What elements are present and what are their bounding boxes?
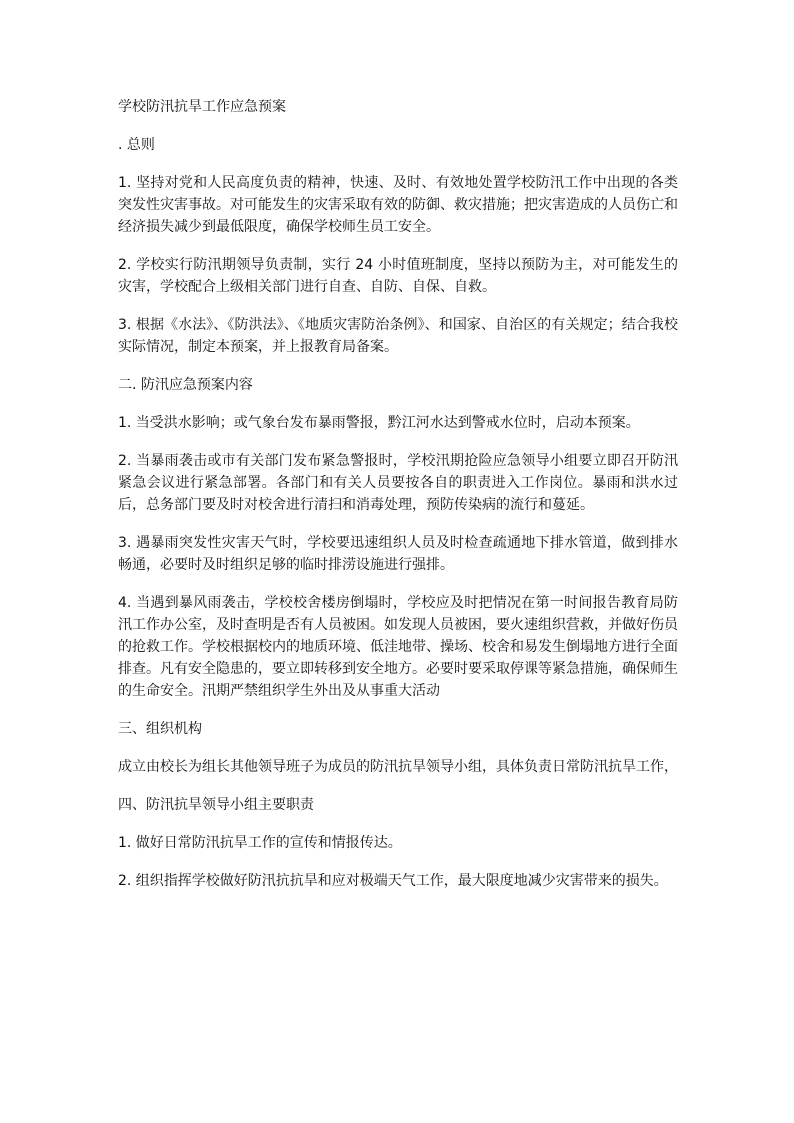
paragraph: 3. 遇暴雨突发性灾害天气时，学校要迅速组织人员及时检查疏通地下排水管道，做到排水畅通，必要时及时组织足够的临时排涝设施进行强排。	[118, 535, 678, 573]
paragraph: 4. 当遇到暴风雨袭击，学校校舍楼房倒塌时，学校应及时把情况在第一时间报告教育局防汛工作办公室，及时查明是否有人员被困。如发现人员被困，要火速组织营救，并做好伤员的抢救工作。学校根据校内的地质环境、低洼地带、操场、校舍和易发生倒塌地方进行全面排查。凡有安全隐患的，要立即转移到安全地方。必要时要采取停课等紧急措施，确保师生的生命安全。汛期严禁组织学生外出及从事重大活动	[118, 595, 678, 699]
paragraph: 3. 根据《水法》、《防洪法》、《地质灾害防治条例》、和国家、自治区的有关规定；结合我校实际情况，制定本预案，并上报教育局备案。	[118, 317, 678, 355]
section-heading-general: . 总则	[118, 137, 155, 153]
document-title: 学校防汛抗旱工作应急预案	[118, 99, 286, 115]
paragraph: 1. 当受洪水影响；或气象台发布暴雨警报，黔江河水达到警戒水位时，启动本预案。	[118, 415, 640, 431]
paragraph: 1. 坚持对党和人民高度负责的精神，快速、及时、有效地处置学校防汛工作中出现的各类突发性灾害事故。对可能发生的灾害采取有效的防御、救灾措施；把灾害造成的人员伤亡和经济损失减少到最低限度，确保学校师生员工安全。	[118, 175, 678, 235]
paragraph: 2. 组织指挥学校做好防汛抗抗旱和应对极端天气工作，最大限度地减少灾害带来的损失。	[118, 873, 668, 889]
paragraph: 2. 学校实行防汛期领导负责制，实行 24 小时值班制度，坚持以预防为主，对可能发生的灾害，学校配合上级相关部门进行自查、自防、自保、自救。	[118, 257, 678, 295]
section-heading-plan-content: 二. 防汛应急预案内容	[118, 377, 253, 393]
section-heading-responsibilities: 四、防汛抗旱领导小组主要职责	[118, 797, 314, 813]
paragraph: 1. 做好日常防汛抗旱工作的宣传和情报传达。	[118, 835, 402, 851]
document-body	[118, 96, 678, 908]
paragraph: 成立由校长为组长其他领导班子为成员的防汛抗旱领导小组，具体负责日常防汛抗旱工作，	[118, 759, 678, 775]
section-heading-organization: 三、组织机构	[118, 721, 202, 737]
paragraph: 2. 当暴雨袭击或市有关部门发布紧急警报时，学校汛期抢险应急领导小组要立即召开防汛紧急会议进行紧急部署。各部门和有关人员要按各自的职责进入工作岗位。暴雨和洪水过后，总务部门要及时对校舍进行清扫和消毒处理，预防传染病的流行和蔓延。	[118, 453, 678, 513]
